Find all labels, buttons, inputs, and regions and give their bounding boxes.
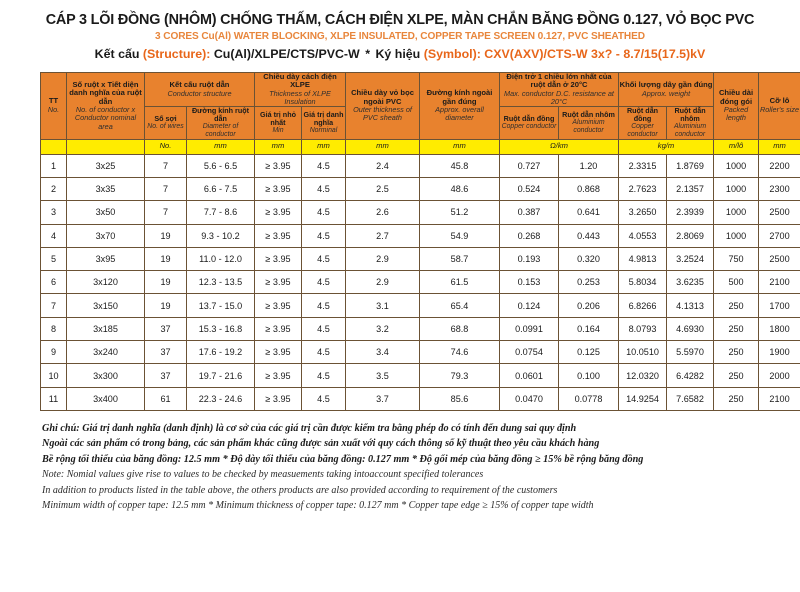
col-weight-aluminium-en: Aluminium conductor [673, 123, 707, 138]
header-row-1 [41, 72, 800, 106]
cell-conductor-diameter: 11.0 - 12.0 [187, 247, 255, 270]
cell-conductor-diameter: 7.7 - 8.6 [187, 201, 255, 224]
cell-xlpe-min: ≥ 3.95 [255, 271, 302, 294]
col-dc-resistance-en: Max. conductor D.C. resistance at 20°C [504, 88, 614, 106]
cell-packed-length: 250 [714, 341, 759, 364]
cell-wires: 37 [145, 364, 187, 387]
cell-roller-size: 2000 [759, 364, 800, 387]
cell-no: 5 [41, 247, 67, 270]
cell-resistance-copper: 0.0991 [500, 317, 559, 340]
cell-resistance-aluminium: 0.206 [559, 294, 619, 317]
col-xlpe-min-en: Min [272, 127, 284, 135]
col-no-en: No. [47, 104, 60, 114]
cell-wires: 19 [145, 224, 187, 247]
cell-resistance-aluminium: 0.641 [559, 201, 619, 224]
cell-weight-aluminium: 5.5970 [667, 341, 714, 364]
col-pvc-thickness-vn: Chiều dày vỏ bọc ngoài PVC [351, 88, 414, 106]
col-weight-aluminium-vn: Ruột dẫn nhôm [674, 106, 706, 124]
col-packed-length [714, 72, 759, 139]
cell-conductor-diameter: 12.3 - 13.5 [187, 271, 255, 294]
col-overall-diameter-vn: Đường kính ngoài gần đúng [426, 88, 493, 106]
cell-packed-length: 250 [714, 294, 759, 317]
col-conductor-structure [145, 72, 255, 106]
cell-resistance-aluminium: 0.125 [559, 341, 619, 364]
table-body [41, 154, 800, 410]
cell-xlpe-min: ≥ 3.95 [255, 317, 302, 340]
cell-weight-copper: 2.7623 [619, 177, 667, 200]
cell-resistance-copper: 0.268 [500, 224, 559, 247]
cell-conductor-diameter: 17.6 - 19.2 [187, 341, 255, 364]
cell-xlpe-nominal: 4.5 [302, 364, 346, 387]
structure-label-en: (Structure): [142, 47, 211, 62]
col-xlpe-min [255, 107, 302, 140]
cell-wires: 19 [145, 294, 187, 317]
col-xlpe-thickness-en: Thickness of XLPE Insulation [269, 88, 331, 106]
cell-wires: 7 [145, 154, 187, 177]
cell-weight-copper: 5.8034 [619, 271, 667, 294]
cell-area: 3x35 [67, 177, 145, 200]
structure-value: Cu(Al)/XLPE/CTS/PVC-W [213, 47, 360, 62]
cell-no: 6 [41, 271, 67, 294]
cell-pvc-thickness: 2.5 [346, 177, 420, 200]
cell-resistance-copper: 0.124 [500, 294, 559, 317]
col-dc-resistance-vn: Điện trở 1 chiều lớn nhất của ruột dẫn ở 20°C [506, 71, 612, 90]
cable-spec-table [40, 72, 800, 411]
cell-xlpe-nominal: 4.5 [302, 317, 346, 340]
cell-roller-size: 2700 [759, 224, 800, 247]
cell-resistance-copper: 0.153 [500, 271, 559, 294]
cell-overall-diameter: 61.5 [420, 271, 500, 294]
cell-roller-size: 2500 [759, 201, 800, 224]
cell-resistance-aluminium: 1.20 [559, 154, 619, 177]
col-conductor-structure-vn: Kết cấu ruột dẫn [169, 80, 230, 90]
cell-overall-diameter: 48.6 [420, 177, 500, 200]
cell-packed-length: 250 [714, 387, 759, 410]
notes-block [0, 411, 800, 513]
cell-resistance-copper: 0.0601 [500, 364, 559, 387]
cell-no: 7 [41, 294, 67, 317]
cell-area: 3x25 [67, 154, 145, 177]
cell-pvc-thickness: 2.6 [346, 201, 420, 224]
col-approx-weight [619, 72, 714, 106]
cell-packed-length: 500 [714, 271, 759, 294]
cell-area: 3x185 [67, 317, 145, 340]
cell-pvc-thickness: 2.7 [346, 224, 420, 247]
title-block [0, 0, 800, 64]
note-en-3: Minimum width of copper tape: 12.5 mm * Minimum thickness of copper tape: 0.127 mm * Copper tape edge ≥ 15% of copper tape width [42, 499, 594, 511]
cell-weight-aluminium: 2.3939 [667, 201, 714, 224]
cell-pvc-thickness: 3.5 [346, 364, 420, 387]
cell-area: 3x70 [67, 224, 145, 247]
unit-conductor-diameter: mm [187, 139, 255, 154]
page-title-en: 3 CORES Cu(Al) WATER BLOCKING, XLPE INSULATED, COPPER TAPE SCREEN 0.127, PVC SHEATHED [155, 31, 645, 42]
cell-wires: 19 [145, 247, 187, 270]
unit-overall-diameter: mm [420, 139, 500, 154]
cell-weight-copper: 4.9813 [619, 247, 667, 270]
cell-xlpe-nominal: 4.5 [302, 271, 346, 294]
cell-wires: 61 [145, 387, 187, 410]
cell-conductor-diameter: 19.7 - 21.6 [187, 364, 255, 387]
cell-overall-diameter: 85.6 [420, 387, 500, 410]
col-roller-size-vn: Cỡ lô [769, 96, 790, 106]
cell-xlpe-min: ≥ 3.95 [255, 341, 302, 364]
cell-xlpe-nominal: 4.5 [302, 177, 346, 200]
cell-resistance-aluminium: 0.0778 [559, 387, 619, 410]
cell-wires: 7 [145, 201, 187, 224]
cell-pvc-thickness: 2.4 [346, 154, 420, 177]
table-row [41, 364, 800, 387]
cell-xlpe-min: ≥ 3.95 [255, 364, 302, 387]
cell-weight-copper: 3.2650 [619, 201, 667, 224]
col-xlpe-min-vn: Giá trị nhỏ nhất [260, 109, 296, 128]
table-row [41, 201, 800, 224]
col-weight-copper-en: Copper conductor [627, 123, 658, 138]
unit-packed-length: m/lô [714, 139, 759, 154]
cell-packed-length: 750 [714, 247, 759, 270]
units-row [41, 139, 800, 154]
col-conductor-structure-en: Conductor structure [167, 88, 232, 98]
cell-weight-copper: 12.0320 [619, 364, 667, 387]
cell-no: 3 [41, 201, 67, 224]
cell-packed-length: 250 [714, 317, 759, 340]
structure-label-vn: Kết cấu [94, 47, 140, 62]
cell-xlpe-min: ≥ 3.95 [255, 247, 302, 270]
cell-weight-aluminium: 6.4282 [667, 364, 714, 387]
col-pvc-thickness-en: Outer thickness of PVC sheath [353, 105, 412, 123]
col-overall-diameter [420, 72, 500, 139]
unit-dc-resistance: Ω/km [500, 139, 619, 154]
col-no [41, 72, 67, 139]
cell-xlpe-nominal: 4.5 [302, 247, 346, 270]
cell-overall-diameter: 54.9 [420, 224, 500, 247]
cell-area: 3x400 [67, 387, 145, 410]
table-row [41, 317, 800, 340]
cell-roller-size: 1700 [759, 294, 800, 317]
col-conductor-diameter [187, 107, 255, 140]
cell-conductor-diameter: 5.6 - 6.5 [187, 154, 255, 177]
col-packed-length-vn: Chiều dài đóng gói [718, 88, 754, 106]
cell-area: 3x50 [67, 201, 145, 224]
cell-resistance-aluminium: 0.320 [559, 247, 619, 270]
cell-weight-copper: 4.0553 [619, 224, 667, 247]
page-title-vn: CÁP 3 LÕI ĐỒNG (NHÔM) CHỐNG THẤM, CÁCH ĐIỆN XLPE, MÀN CHẮN BĂNG ĐỒNG 0.127, VỎ BỌC PVC [45, 12, 755, 28]
cell-wires: 19 [145, 271, 187, 294]
structure-symbol-separator: * [365, 47, 371, 62]
col-resistance-aluminium [559, 107, 619, 140]
cell-weight-aluminium: 4.6930 [667, 317, 714, 340]
cell-wires: 37 [145, 341, 187, 364]
cell-packed-length: 250 [714, 364, 759, 387]
cell-resistance-aluminium: 0.868 [559, 177, 619, 200]
cell-resistance-copper: 0.0754 [500, 341, 559, 364]
cell-xlpe-nominal: 4.5 [302, 341, 346, 364]
cell-conductor-diameter: 9.3 - 10.2 [187, 224, 255, 247]
cell-pvc-thickness: 3.7 [346, 387, 420, 410]
col-conductor-diameter-vn: Đường kính ruột dẫn [191, 106, 250, 124]
cell-weight-aluminium: 3.2524 [667, 247, 714, 270]
cell-weight-copper: 14.9254 [619, 387, 667, 410]
unit-no [41, 139, 67, 154]
col-wires [145, 107, 187, 140]
col-xlpe-thickness-vn: Chiều dày cách điện XLPE [263, 71, 337, 90]
unit-pvc-thickness: mm [346, 139, 420, 154]
symbol-value: CXV(AXV)/CTS-W 3x? - 8.7/15(17.5)kV [484, 47, 706, 62]
cell-weight-copper: 6.8266 [619, 294, 667, 317]
cell-resistance-aluminium: 0.253 [559, 271, 619, 294]
cell-no: 2 [41, 177, 67, 200]
cell-packed-length: 1000 [714, 154, 759, 177]
cell-packed-length: 1000 [714, 224, 759, 247]
cell-roller-size: 1800 [759, 317, 800, 340]
cell-no: 1 [41, 154, 67, 177]
cell-roller-size: 2100 [759, 271, 800, 294]
cell-xlpe-min: ≥ 3.95 [255, 387, 302, 410]
cell-pvc-thickness: 3.4 [346, 341, 420, 364]
cell-resistance-copper: 0.193 [500, 247, 559, 270]
cell-weight-aluminium: 1.8769 [667, 154, 714, 177]
col-overall-diameter-en: Approx. overall diameter [435, 105, 484, 123]
cell-xlpe-min: ≥ 3.95 [255, 201, 302, 224]
cell-xlpe-min: ≥ 3.95 [255, 177, 302, 200]
note-vn-3: Bề rộng tối thiểu của băng đồng: 12.5 mm * Độ dày tối thiểu của băng đồng: 0.127 mm * Độ gối mép của băng đồng ≥ 15% bề rộng băng đồng [42, 453, 644, 465]
col-roller-size [759, 72, 800, 139]
col-pvc-thickness [346, 72, 420, 139]
cell-resistance-copper: 0.727 [500, 154, 559, 177]
spec-table-wrapper [0, 64, 800, 411]
cell-conductor-diameter: 6.6 - 7.5 [187, 177, 255, 200]
col-conductor-diameter-en: Diameter of conductor [202, 123, 239, 138]
cell-no: 4 [41, 224, 67, 247]
col-weight-aluminium [667, 107, 714, 140]
col-dc-resistance [500, 72, 619, 106]
col-nominal-area-en: No. of conductor x Conductor nominal area [74, 105, 137, 131]
col-resistance-copper-en: Copper conductor [501, 123, 557, 131]
col-packed-length-en: Packed length [723, 105, 749, 123]
cell-weight-aluminium: 2.8069 [667, 224, 714, 247]
cell-pvc-thickness: 3.1 [346, 294, 420, 317]
table-row [41, 247, 800, 270]
cell-no: 10 [41, 364, 67, 387]
table-row [41, 341, 800, 364]
cell-overall-diameter: 58.7 [420, 247, 500, 270]
cell-resistance-copper: 0.387 [500, 201, 559, 224]
cell-overall-diameter: 65.4 [420, 294, 500, 317]
table-row [41, 387, 800, 410]
col-roller-size-en: Roller's size [759, 104, 800, 114]
unit-xlpe-nominal: mm [302, 139, 346, 154]
col-nominal-area-vn: Số ruột x Tiết diện danh nghĩa của ruột dẫn [69, 79, 142, 106]
col-approx-weight-vn: Khối lượng dây gần đúng [619, 80, 713, 90]
col-no-vn: TT [48, 96, 59, 106]
table-header [41, 72, 800, 154]
cell-weight-aluminium: 7.6582 [667, 387, 714, 410]
cell-packed-length: 1000 [714, 177, 759, 200]
cell-roller-size: 2500 [759, 247, 800, 270]
cell-area: 3x150 [67, 294, 145, 317]
note-en-2: In addition to products listed in the table above, the others products are also provided according to requirement of the customers [42, 484, 558, 496]
col-wires-vn: Số sợi [154, 113, 177, 123]
structure-symbol-line [40, 45, 760, 64]
col-xlpe-nominal-en: Norminal [309, 127, 338, 135]
table-row [41, 177, 800, 200]
cell-overall-diameter: 74.6 [420, 341, 500, 364]
col-weight-copper [619, 107, 667, 140]
col-approx-weight-en: Approx. weight [641, 88, 691, 98]
cell-area: 3x95 [67, 247, 145, 270]
cell-pvc-thickness: 3.2 [346, 317, 420, 340]
note-vn-2: Ngoài các sản phẩm có trong bảng, các sản phẩm khác cũng được sản xuất với quy cách thông số kỹ thuật theo yêu cầu khách hàng [42, 438, 600, 450]
cell-area: 3x240 [67, 341, 145, 364]
cell-conductor-diameter: 22.3 - 24.6 [187, 387, 255, 410]
note-vn-1: Ghi chú: Giá trị danh nghĩa (danh định) là cơ sở của các giá trị cần được kiểm tra bằng phép đo có tính đến dung sai quy định [42, 422, 577, 434]
cell-xlpe-nominal: 4.5 [302, 154, 346, 177]
cell-resistance-aluminium: 0.443 [559, 224, 619, 247]
col-xlpe-nominal-vn: Giá trị danh nghĩa [303, 109, 344, 128]
cell-resistance-aluminium: 0.100 [559, 364, 619, 387]
symbol-label-vn: Ký hiệu [375, 47, 421, 62]
cell-xlpe-nominal: 4.5 [302, 387, 346, 410]
symbol-label-en: (Symbol): [423, 47, 481, 62]
table-row [41, 224, 800, 247]
cell-overall-diameter: 51.2 [420, 201, 500, 224]
col-xlpe-nominal [302, 107, 346, 140]
cell-weight-copper: 2.3315 [619, 154, 667, 177]
cell-overall-diameter: 68.8 [420, 317, 500, 340]
unit-approx-weight: kg/m [619, 139, 714, 154]
cell-wires: 7 [145, 177, 187, 200]
cell-conductor-diameter: 15.3 - 16.8 [187, 317, 255, 340]
col-resistance-copper-vn: Ruột dẫn đồng [503, 113, 555, 123]
table-row [41, 154, 800, 177]
cell-no: 8 [41, 317, 67, 340]
cell-xlpe-nominal: 4.5 [302, 224, 346, 247]
cell-weight-aluminium: 2.1357 [667, 177, 714, 200]
col-wires-en: No. of wires [147, 123, 184, 131]
cell-xlpe-min: ≥ 3.95 [255, 224, 302, 247]
col-resistance-aluminium-vn: Ruột dẫn nhôm [562, 110, 615, 120]
unit-wires: No. [145, 139, 187, 154]
cell-weight-copper: 10.0510 [619, 341, 667, 364]
cell-pvc-thickness: 2.9 [346, 247, 420, 270]
cell-conductor-diameter: 13.7 - 15.0 [187, 294, 255, 317]
col-nominal-area [67, 72, 145, 139]
cell-xlpe-min: ≥ 3.95 [255, 294, 302, 317]
cell-area: 3x120 [67, 271, 145, 294]
unit-roller-size: mm [759, 139, 800, 154]
cell-overall-diameter: 45.8 [420, 154, 500, 177]
cell-overall-diameter: 79.3 [420, 364, 500, 387]
col-resistance-aluminium-en: Aluminium conductor [572, 119, 605, 134]
col-xlpe-thickness [255, 72, 346, 106]
table-row [41, 294, 800, 317]
cell-no: 9 [41, 341, 67, 364]
note-en-1: Note: Nomial values give rise to values to be checked by measuements taking intoaccount specified tolerances [42, 469, 484, 481]
cell-weight-aluminium: 3.6235 [667, 271, 714, 294]
cell-roller-size: 2300 [759, 177, 800, 200]
cell-resistance-copper: 0.0470 [500, 387, 559, 410]
cell-no: 11 [41, 387, 67, 410]
cell-roller-size: 1900 [759, 341, 800, 364]
cell-weight-aluminium: 4.1313 [667, 294, 714, 317]
col-resistance-copper [500, 107, 559, 140]
cell-xlpe-nominal: 4.5 [302, 294, 346, 317]
cell-xlpe-nominal: 4.5 [302, 201, 346, 224]
cell-resistance-aluminium: 0.164 [559, 317, 619, 340]
cell-area: 3x300 [67, 364, 145, 387]
col-weight-copper-vn: Ruột dẫn đồng [626, 106, 659, 124]
unit-nominal-area [67, 139, 145, 154]
unit-xlpe-min: mm [255, 139, 302, 154]
cell-resistance-copper: 0.524 [500, 177, 559, 200]
cell-wires: 37 [145, 317, 187, 340]
cell-roller-size: 2100 [759, 387, 800, 410]
cell-xlpe-min: ≥ 3.95 [255, 154, 302, 177]
table-row [41, 271, 800, 294]
cell-roller-size: 2200 [759, 154, 800, 177]
cell-packed-length: 1000 [714, 201, 759, 224]
cell-pvc-thickness: 2.9 [346, 271, 420, 294]
cell-weight-copper: 8.0793 [619, 317, 667, 340]
